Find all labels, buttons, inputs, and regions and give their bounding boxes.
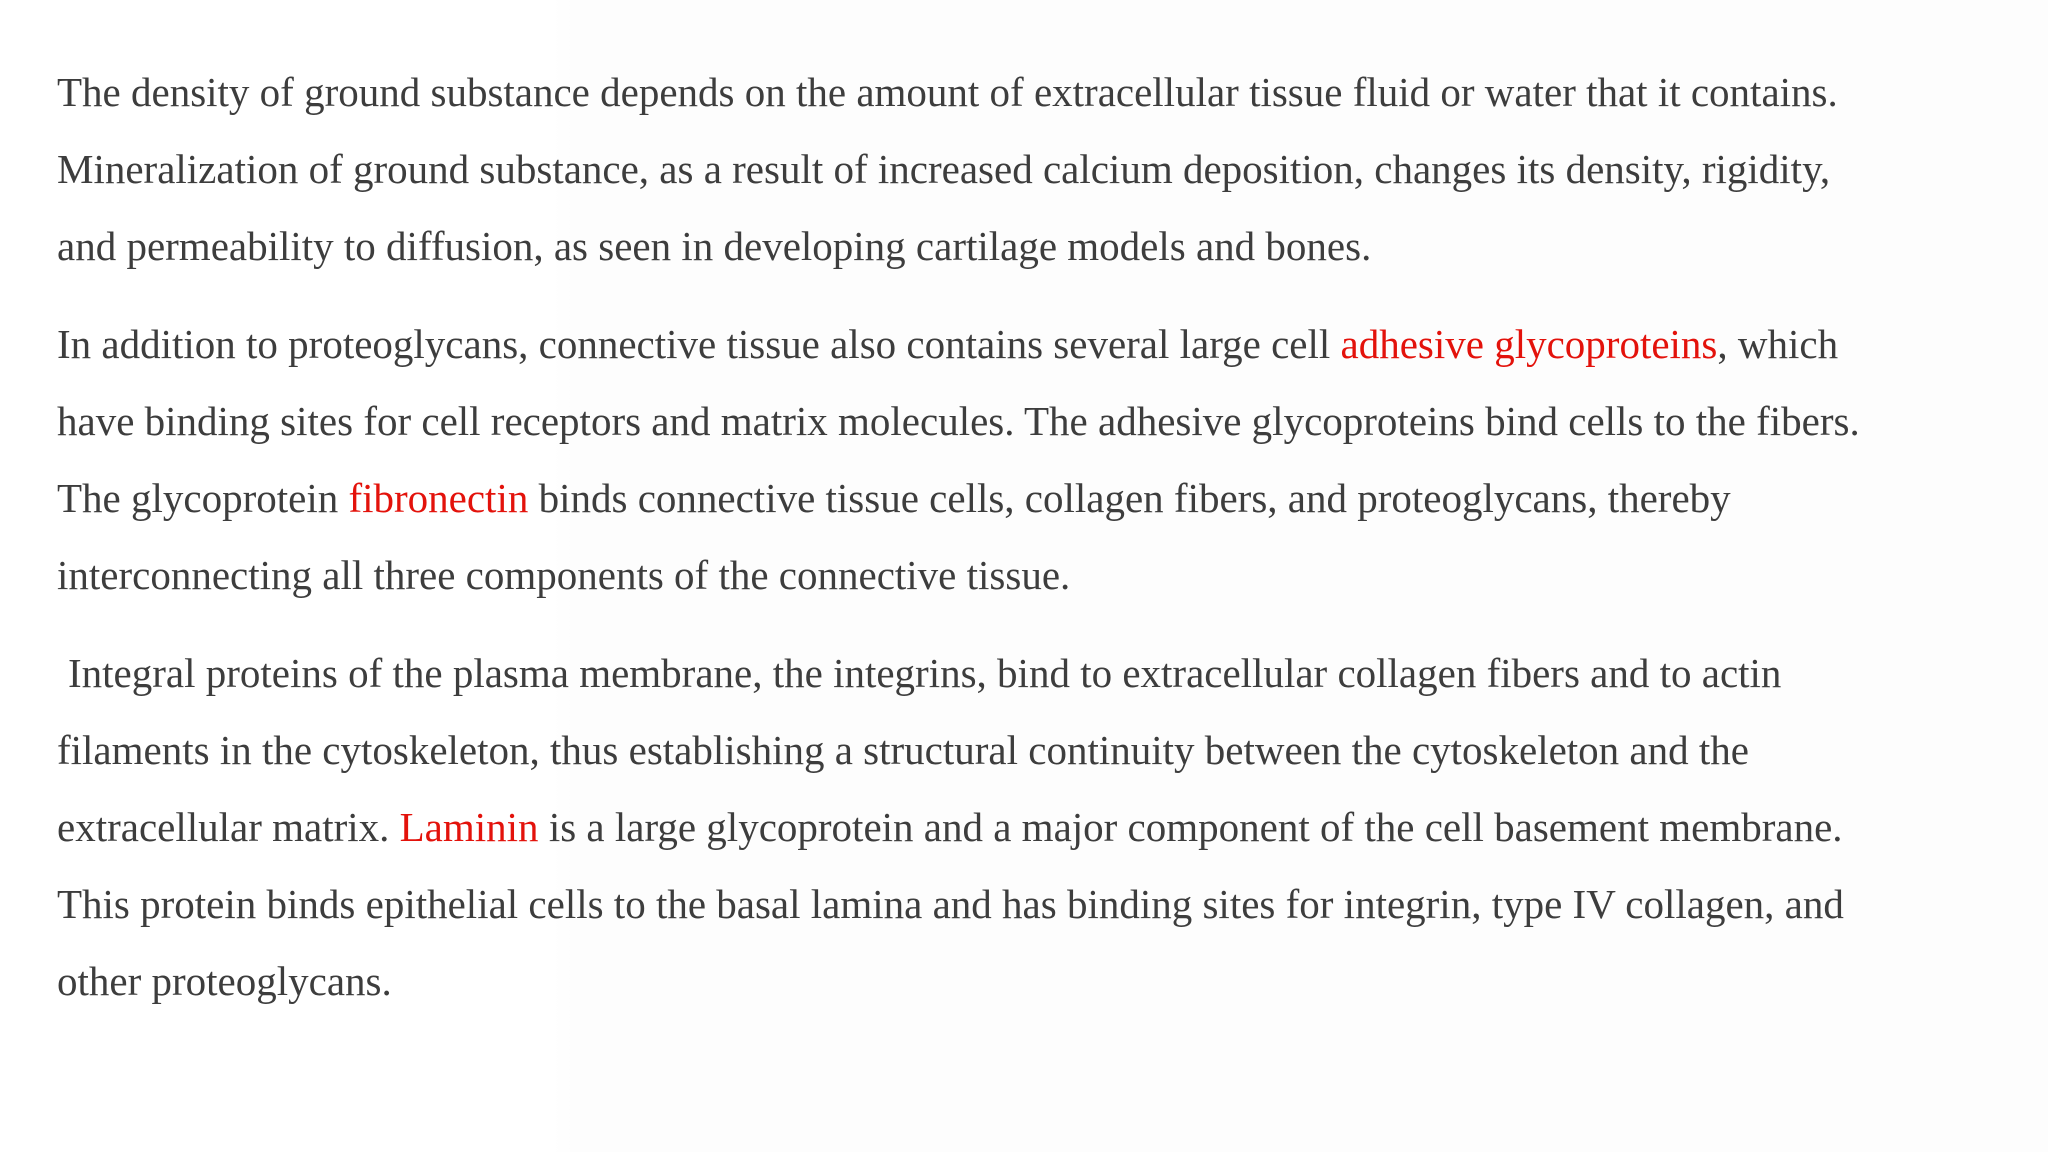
text-line: have binding sites for cell receptors and matrix molecules. The adhesive glycoproteins bind cells to the fibers. [57,398,1860,444]
text-line: Mineralization of ground substance, as a result of increased calcium deposition, changes its density, rigidity, [57,146,1831,192]
highlight-fibronectin: fibronectin [348,475,529,521]
paragraph-ground-substance [57,64,2017,295]
text-run: extracellular matrix. [57,804,400,850]
paragraph-adhesive-glycoproteins [57,316,2017,624]
text-line [57,316,2017,393]
paragraph-gap [57,295,2017,316]
text-line: other proteoglycans. [57,958,392,1004]
text-run: In addition to proteoglycans, connective tissue also contains several large cell [57,321,1341,367]
text-line: The density of ground substance depends on the amount of extracellular tissue fluid or water that it contains. [57,69,1838,115]
text-run: binds connective tissue cells, collagen fibers, and proteoglycans, thereby [528,475,1731,521]
document-body [57,64,2017,1030]
text-line: This protein binds epithelial cells to the basal lamina and has binding sites for integrin, type IV collagen, and [57,881,1844,927]
text-run: is a large glycoprotein and a major component of the cell basement membrane. [538,804,1843,850]
text-line [57,799,2017,876]
paragraph-integrins-laminin [57,645,2017,1030]
highlight-laminin: Laminin [399,804,539,850]
paragraph-gap [57,624,2017,645]
text-run: The glycoprotein [57,475,349,521]
text-line [57,470,2017,547]
text-line: Integral proteins of the plasma membrane, the integrins, bind to extracellular collagen fibers and to actin [68,650,1782,696]
text-line: filaments in the cytoskeleton, thus establishing a structural continuity between the cytoskeleton and the [57,727,1749,773]
text-line: and permeability to diffusion, as seen in developing cartilage models and bones. [57,223,1372,269]
highlight-adhesive-glycoproteins: adhesive glycoproteins [1340,321,1718,367]
text-run: , which [1717,321,1839,367]
text-line: interconnecting all three components of the connective tissue. [57,552,1071,598]
